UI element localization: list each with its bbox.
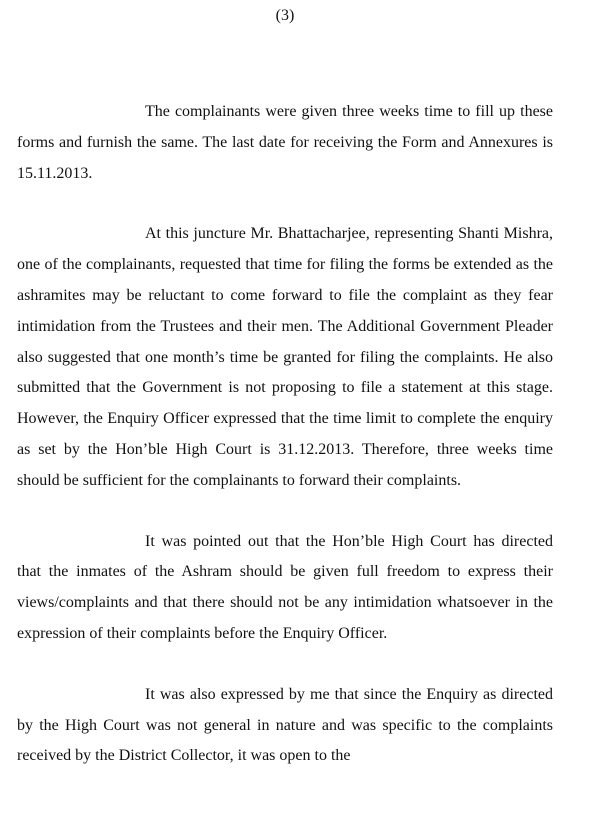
document-body — [17, 97, 553, 772]
paragraph-high-court-direction: It was pointed out that the Hon’ble High Court has directed that the inmates of the Ashram should be given full freedom to express their views/complaints and that there should not be any intimidation whatsoever in the expression of their complaints before the Enquiry Officer. — [17, 532, 553, 642]
paragraph-enquiry-scope: It was also expressed by me that since the Enquiry as directed by the High Court was not general in nature and was specific to the complaints received by the District Collector, it was open to the — [17, 685, 553, 765]
page-number: (3) — [275, 7, 295, 24]
paragraph-extension-request: At this juncture Mr. Bhattacharjee, representing Shanti Mishra, one of the complainants, requested that time for filing the forms be extended as the ashramites may be reluctant to come forward to file the complaint as they fear intimidation from the Trustees and their men. The Additional Government Pleader also suggested that one month’s time be granted for filing the complaints. He also submitted that the Government is not proposing to file a statement at this stage. However, the Enquiry Officer expressed that the time limit to complete the enquiry as set by the Hon’ble High Court is 31.12.2013. Therefore, three weeks time should be sufficient for the complainants to forward their complaints. — [17, 225, 553, 489]
paragraph-forms-deadline: The complainants were given three weeks time to fill up these forms and furnish the same. The last date for receiving the Form and Annexures is 15.11.2013. — [17, 103, 553, 182]
